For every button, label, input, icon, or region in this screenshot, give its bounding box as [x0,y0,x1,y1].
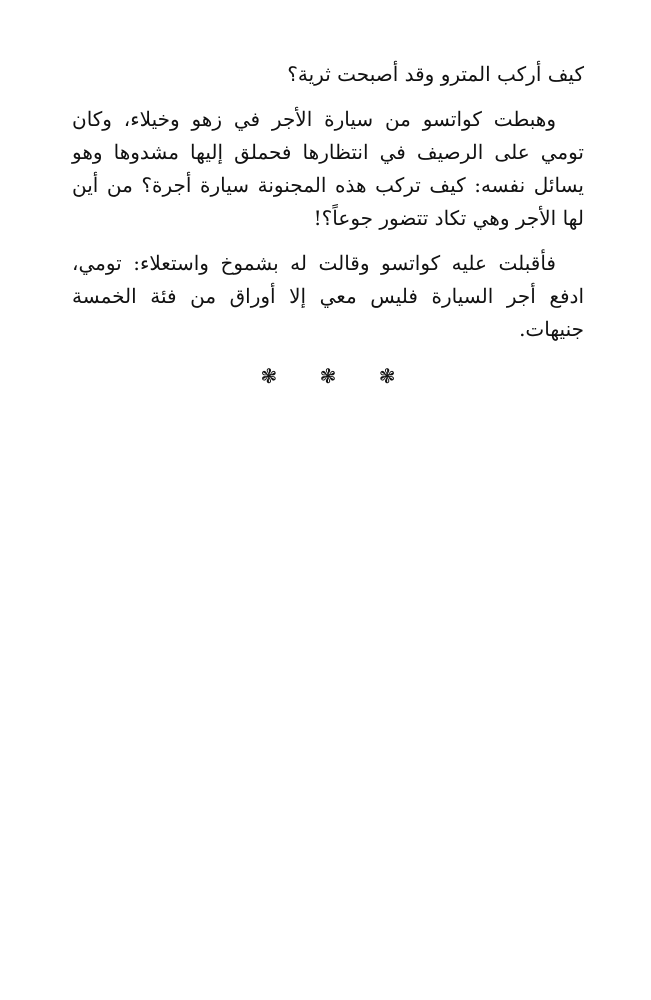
paragraph-2: وهبطت كواتسو من سيارة الأجر في زهو وخيلاء، وكان تومي على الرصيف في انتظارها فحملق إليها مشدوها وهو يسائل نفسه: كيف تركب هذه المجنونة سيارة أجرة؟ من أين لها الأجر وهي تكاد تتضور جوعاً؟! [72,107,584,230]
book-page [72,58,584,388]
section-separator: ❃ ❃ ❃ [260,364,414,388]
paragraph-1: كيف أركب المترو وقد أصبحت ثرية؟ [287,62,584,86]
paragraph-3: فأقبلت عليه كواتسو وقالت له بشموخ واستعلاء: تومي، ادفع أجر السيارة فليس معي إلا أوراق من فئة الخمسة جنيهات. [72,251,584,341]
